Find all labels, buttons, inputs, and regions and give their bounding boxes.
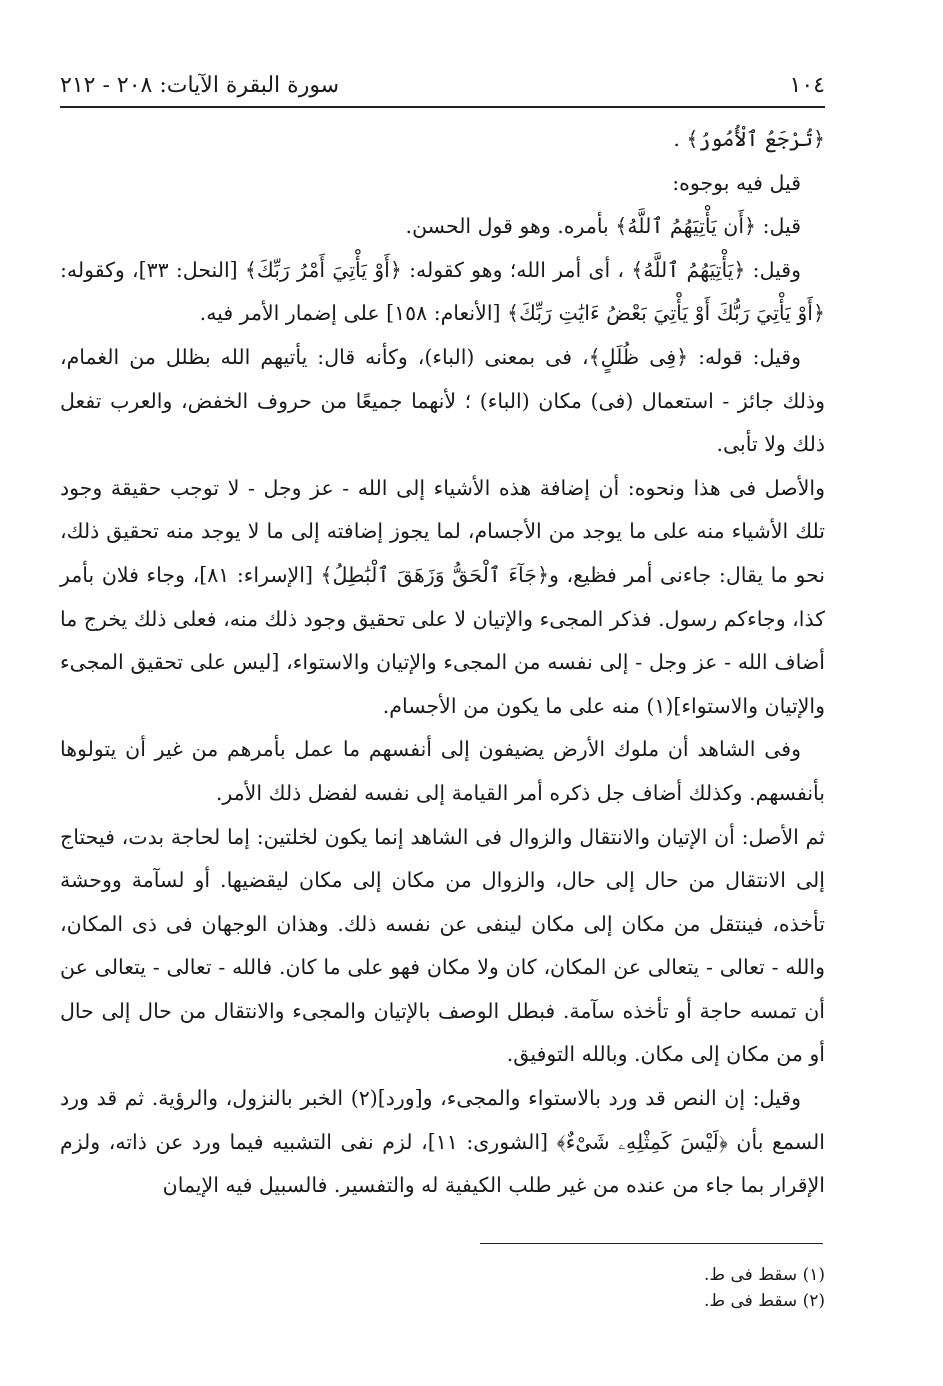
page-number: ١٠٤ [789,73,825,98]
page-header [60,58,825,98]
running-title: سورة البقرة الآيات: ٢٠٨ - ٢١٢ [60,73,340,98]
footnote: (٢) سقط فى ط. [703,1291,825,1311]
paragraph: وفى الشاهد أن ملوك الأرض يضيفون إلى أنفسهم ما عمل بأمرهم من غير أن يتولوها بأنفسهم. وكذلك أضاف جل ذكره أمر القيامة إلى نفسه لفضل ذلك الأمر. [60,737,825,805]
footnote-divider [480,1243,823,1244]
paragraph: قيل: ﴿أَن يَأْتِيَهُمُ ٱللَّهُ﴾ بأمره. وهو قول الحسن. [405,214,801,239]
paragraph: والأصل فى هذا ونحوه: أن إضافة هذه الأشياء إلى الله - عز وجل - لا توجب حقيقة وجود تلك الأشياء منه على ما يوجد من الأجسام، لما يجوز إضافته إلى ما لا يوجد منه تحقيق ذلك، نحو ما يقال: جاءنى أمر فظيع، و﴿جَآءَ ٱلْحَقُّ وَزَهَقَ ٱلْبَٰطِلُ﴾ [الإسراء: ٨١]، وجاء فلان بأمر كذا، وجاءكم رسول. فذكر المجىء والإتيان لا على تحقيق وجود ذلك منه، فعلى ذلك يخرج ما أضاف الله - عز وجل - إلى نفسه من المجىء والإتيان والاستواء، [ليس على تحقيق المجىء والإتيان والاستواء](١) منه على ما يكون من الأجسام. [60,475,826,718]
paragraph: ثم الأصل: أن الإتيان والانتقال والزوال فى الشاهد إنما يكون لخلتين: إما لحاجة بدت، فيحتاج إلى الانتقال من حال إلى حال، والزوال من مكان إلى مكان ليقضيها. أو لسآمة ووحشة تأخذه، فينتقل من مكان إلى مكان لينفى عن نفسه ذلك. وهذان الوجهان فى ذى المكان، والله - تعالى - يتعالى عن المكان، كان ولا مكان فهو على ما كان. فالله - تعالى - يتعالى عن أن تمسه حاجة أو تأخذه سآمة. فبطل الوصف بالإتيان والمجىء والانتقال من حال إلى حال أو من مكان إلى مكان. وبالله التوفيق. [60,824,825,1067]
paragraph: ﴿تُرْجَعُ ٱلْأُمُورُ﴾ . [673,127,825,151]
main-text [60,118,825,1208]
paragraph: وقيل: إن النص قد ورد بالاستواء والمجىء، و[ورد](٢) الخبر بالنزول، والرؤية. ثم قد ورد السمع بأن ﴿لَيْسَ كَمِثْلِهِۦ شَىْءٌ﴾ [الشورى: ١١]، لزم نفى التشبيه فيما ورد عن ذاته، ولزم الإقرار بما جاء من عنده من غير طلب الكيفية له والتفسير. فالسبيل فيه الإيمان [60,1086,825,1198]
footnote: (١) سقط فى ط. [703,1265,825,1285]
header-divider [60,106,825,108]
paragraph: قيل فيه بوجوه: [672,170,801,195]
paragraph: وقيل: قوله: ﴿فِى ظُلَلٍ﴾، فى بمعنى (الباء)، وكأنه قال: يأتيهم الله بظلل من الغمام، وذلك جائز - استعمال (فى) مكان (الباء) ؛ لأنهما جميعًا من حروف الخفض، والعرب تفعل ذلك ولا تأبى. [60,344,825,457]
paragraph: وقيل: ﴿يَأْتِيَهُمُ ٱللَّهُ﴾ ، أى أمر الله؛ وهو كقوله: ﴿أَوْ يَأْتِيَ أَمْرُ رَبِّكَ﴾ [النحل: ٣٣]، وكقوله: ﴿أَوْ يَأْتِيَ رَبُّكَ أَوْ يَأْتِيَ بَعْضُ ءَايَٰتِ رَبِّكَ﴾ [الأنعام: ١٥٨] على إضمار الأمر فيه. [60,257,825,326]
footnotes [60,1262,825,1314]
